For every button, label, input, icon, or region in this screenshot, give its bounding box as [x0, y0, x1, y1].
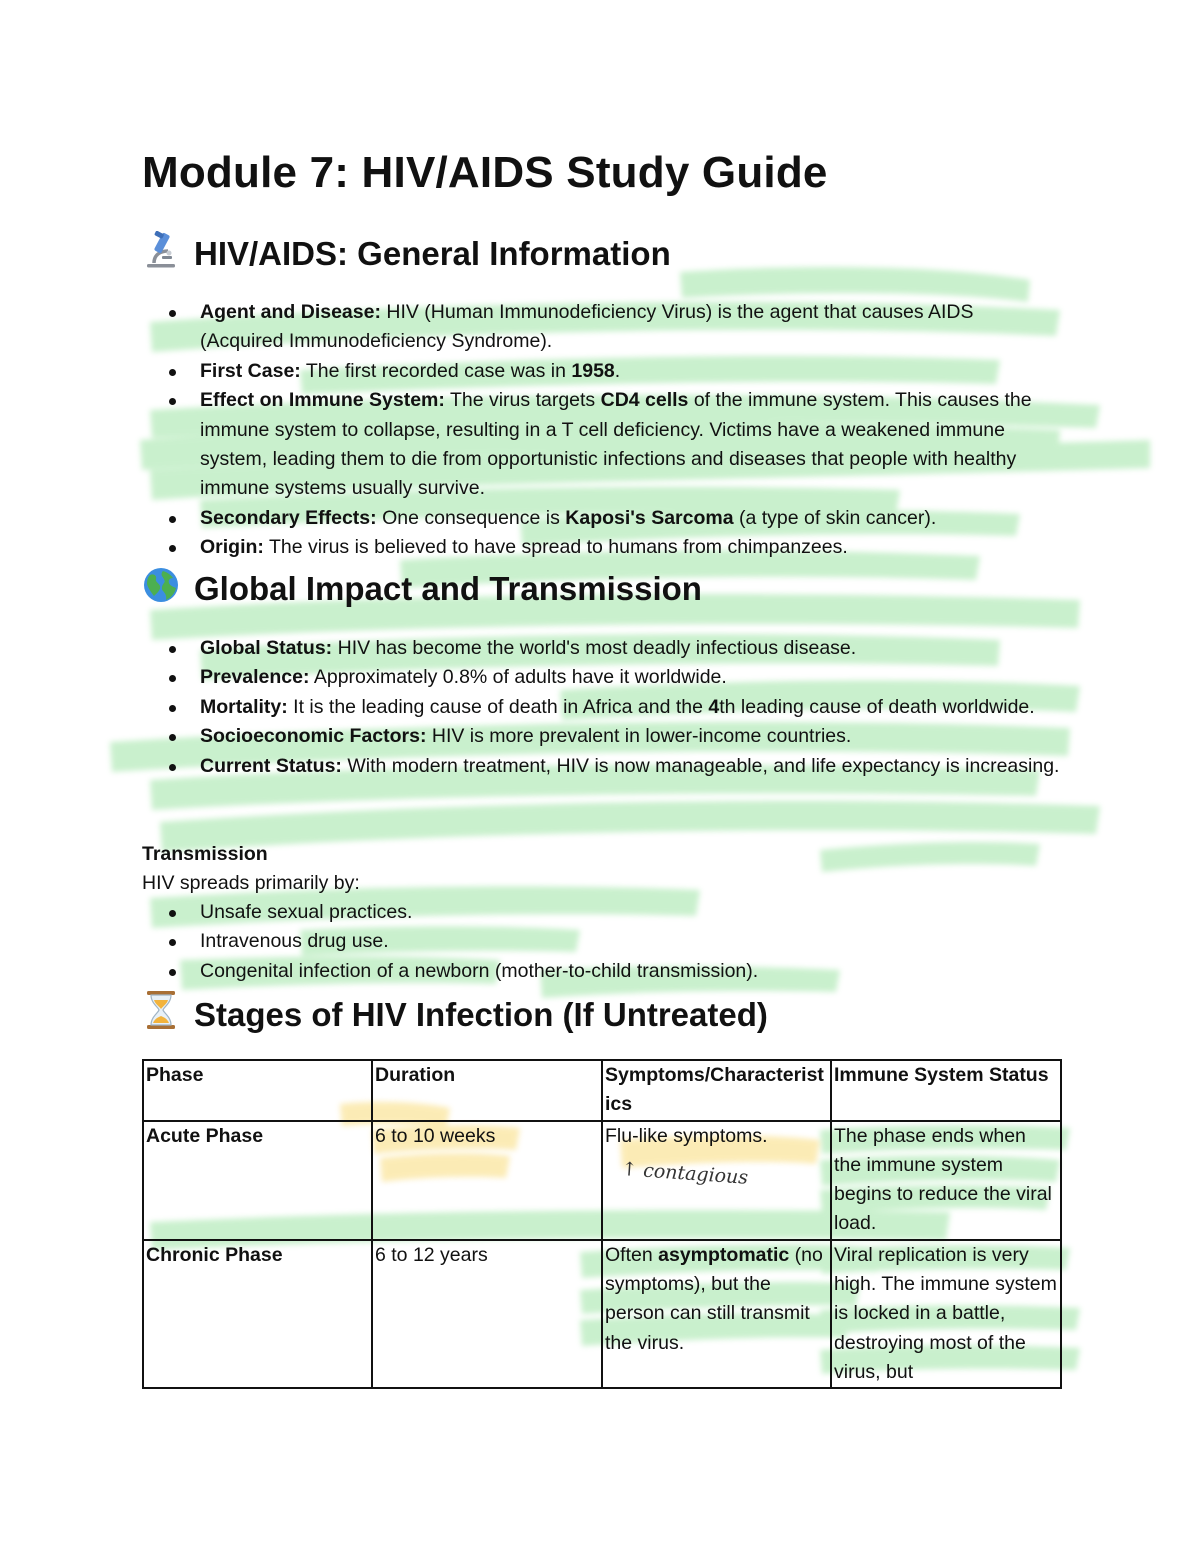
- section-heading-stages: [142, 990, 768, 1036]
- item-text: The virus targets: [444, 389, 601, 412]
- page-title: Module 7: HIV/AIDS Study Guide: [142, 148, 828, 197]
- list-item: [160, 634, 1060, 663]
- item-bold: CD4 cells: [600, 389, 689, 412]
- section-heading-general-text: HIV/AIDS: General Information: [194, 235, 671, 272]
- list-item: [160, 504, 1060, 533]
- symptoms-text: Often: [605, 1243, 659, 1266]
- item-label: Global Status:: [200, 637, 333, 659]
- list-item: Congenital infection of a newborn (mother-to-child transmission).: [160, 957, 1060, 986]
- item-text: HIV has become the world's most deadly infectious disease.: [332, 637, 857, 659]
- column-header: Symptoms/Characteristics: [602, 1060, 831, 1121]
- item-text: .: [614, 359, 621, 382]
- section-heading-general: [142, 231, 671, 275]
- stages-table: [142, 1059, 1062, 1389]
- column-header: Immune System Status: [831, 1060, 1061, 1121]
- handwritten-note-drawing: [605, 1151, 755, 1187]
- item-label: Agent and Disease:: [200, 301, 381, 323]
- item-label: Effect on Immune System:: [200, 389, 445, 412]
- transmission-heading: Transmission: [142, 843, 268, 865]
- list-item: [160, 298, 1060, 357]
- item-label: Prevalence:: [200, 666, 310, 689]
- item-label: Origin:: [200, 536, 264, 559]
- item-bold: 4: [708, 695, 720, 718]
- symptoms-text: Flu-like symptoms.: [605, 1124, 768, 1147]
- duration-cell: 6 to 10 weeks: [372, 1121, 602, 1240]
- item-bold: Kaposi's Sarcoma: [565, 506, 734, 529]
- list-item: Intravenous drug use.: [160, 927, 1060, 956]
- table-row: [143, 1240, 1061, 1388]
- phase-cell: Chronic Phase: [143, 1240, 372, 1388]
- item-label: First Case:: [200, 359, 301, 382]
- list-item: [160, 386, 1060, 504]
- item-text: The virus is believed to have spread to humans from chimpanzees.: [263, 536, 848, 559]
- item-label: Current Status:: [200, 754, 342, 777]
- symptoms-text: (no symptoms), but the person can still transmit the virus.: [605, 1243, 823, 1354]
- hourglass-icon: [142, 990, 182, 1030]
- item-text: th leading cause of death worldwide.: [719, 695, 1035, 718]
- table-row: [143, 1121, 1061, 1240]
- item-text: With modern treatment, HIV is now manageable, and life expectancy is increasing.: [341, 754, 1060, 777]
- list-item: [160, 722, 1060, 751]
- microscope-icon: [142, 231, 182, 269]
- item-text: (a type of skin cancer).: [733, 506, 937, 529]
- list-item: Unsafe sexual practices.: [160, 898, 1060, 927]
- list-item: [160, 752, 1060, 781]
- item-text: The first recorded case was in: [300, 359, 572, 382]
- item-label: Mortality:: [200, 695, 288, 718]
- item-text: Approximately 0.8% of adults have it worldwide.: [309, 666, 727, 689]
- symptoms-bold: asymptomatic: [658, 1243, 790, 1266]
- item-bold: 1958: [571, 359, 615, 382]
- table-header-row: [143, 1060, 1061, 1121]
- immune-cell: Viral replication is very high. The immune system is locked in a battle, destroying most of the virus, but: [831, 1240, 1061, 1388]
- item-text: It is the leading cause of death in Africa and the: [287, 695, 709, 718]
- item-text: One consequence is: [376, 506, 566, 529]
- column-header: Phase: [143, 1060, 372, 1121]
- transmission-intro: HIV spreads primarily by:: [142, 872, 360, 894]
- item-label: Secondary Effects:: [200, 506, 377, 529]
- global-impact-list: [160, 634, 1060, 781]
- immune-cell: The phase ends when the immune system begins to reduce the viral load.: [831, 1121, 1061, 1240]
- phase-cell: Acute Phase: [143, 1121, 372, 1240]
- symptoms-cell: [602, 1121, 831, 1240]
- section-heading-global: [142, 566, 702, 610]
- general-info-list: [160, 298, 1060, 563]
- item-text: of the immune system. This causes the immune system to collapse, resulting in a T cell deficiency. Victims have a weakened immune system, leading them to die from opportunistic infections and diseases that people with healthy immune systems usually survive.: [200, 389, 1032, 500]
- item-label: Socioeconomic Factors:: [200, 725, 427, 748]
- globe-icon: [142, 566, 182, 604]
- handwritten-note: [605, 1151, 828, 1196]
- item-text: HIV is more prevalent in lower-income countries.: [426, 725, 852, 748]
- section-heading-stages-text: Stages of HIV Infection (If Untreated): [194, 996, 768, 1033]
- svg-text:↑ contagious: ↑ contagious: [620, 1157, 749, 1187]
- list-item: [160, 357, 1060, 386]
- section-heading-global-text: Global Impact and Transmission: [194, 570, 702, 607]
- list-item: [160, 533, 1060, 562]
- symptoms-cell: [602, 1240, 831, 1388]
- list-item: [160, 693, 1060, 722]
- item-text: HIV (Human Immunodeficiency Virus) is the agent that causes AIDS (Acquired Immunodeficiency Syndrome).: [200, 301, 974, 353]
- duration-cell: 6 to 12 years: [372, 1240, 602, 1388]
- list-item: [160, 663, 1060, 692]
- column-header: Duration: [372, 1060, 602, 1121]
- transmission-list: [160, 898, 1060, 986]
